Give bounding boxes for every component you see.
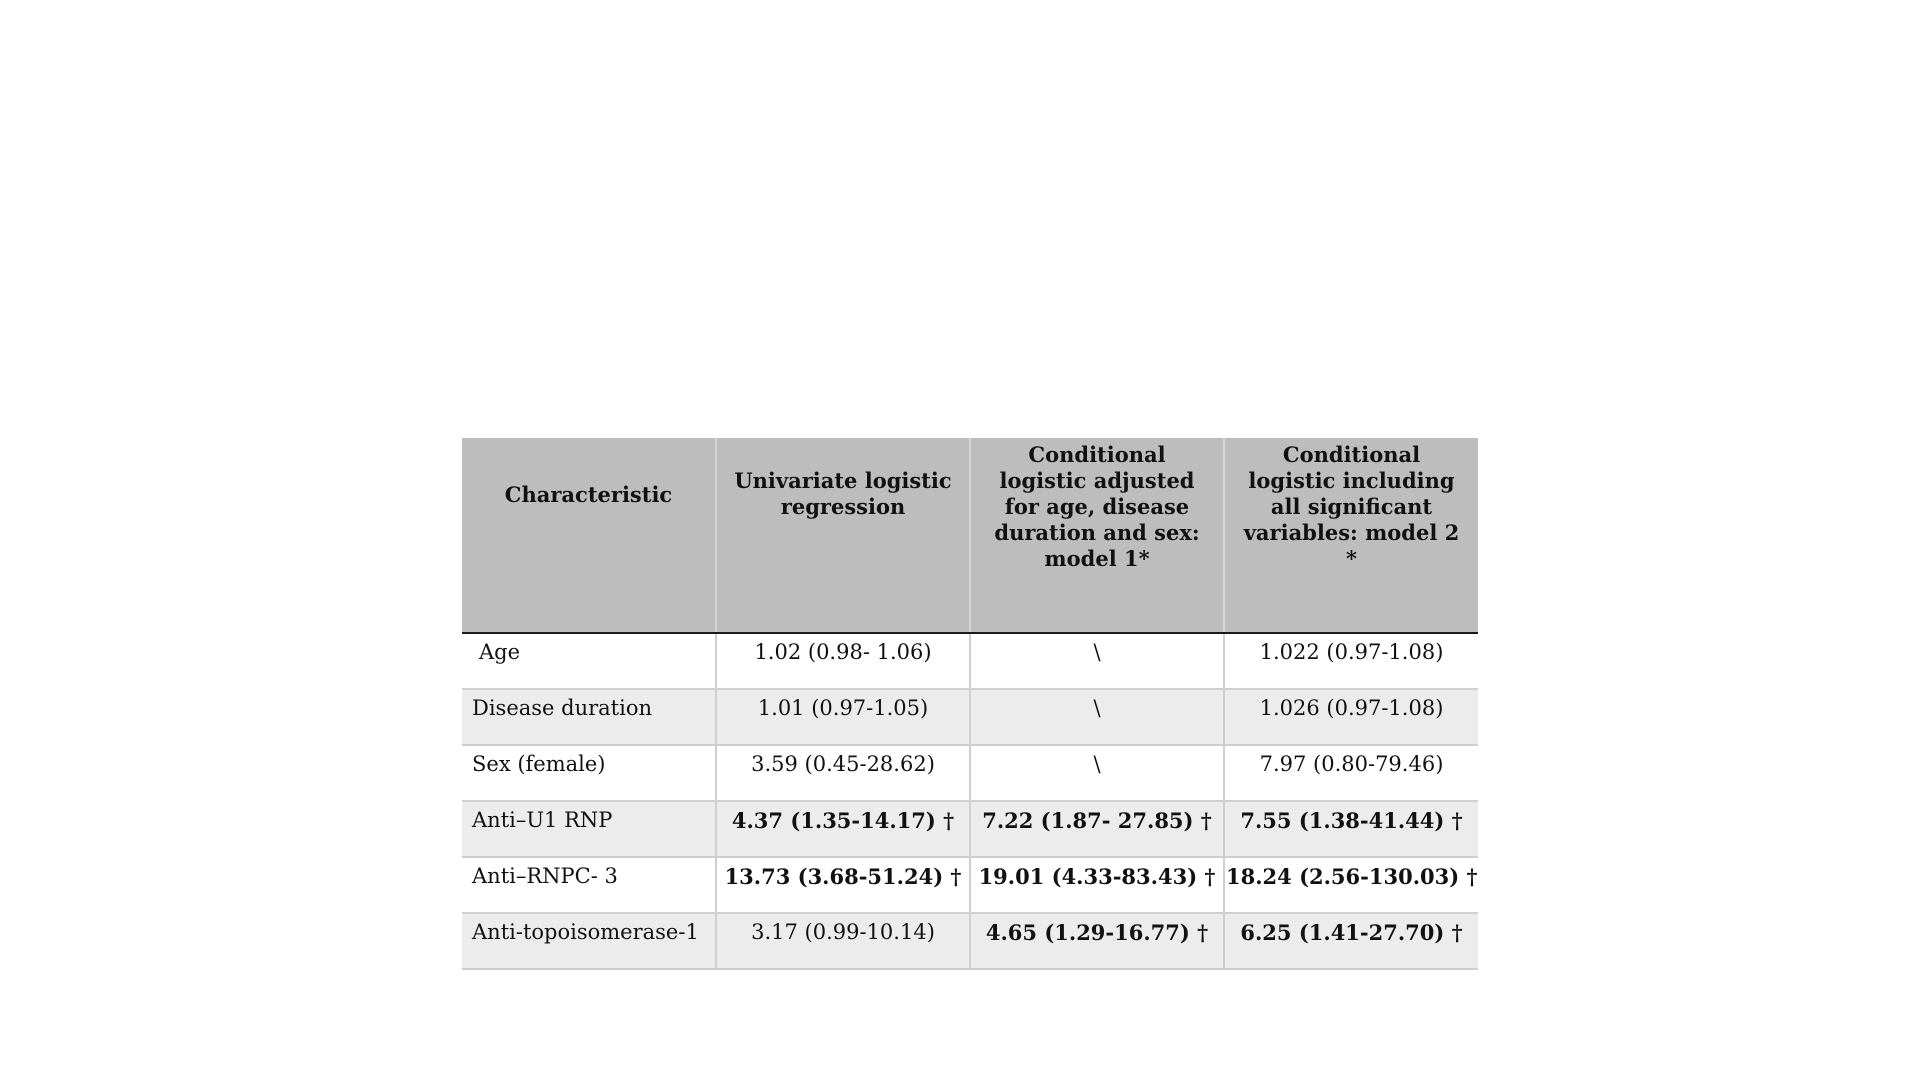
cell-model-2: 6.25 (1.41-27.70) †	[1224, 913, 1478, 969]
header-univariate: Univariate logistic regression	[716, 438, 970, 633]
table-header-row	[462, 438, 1478, 633]
cell-univariate: 3.17 (0.99-10.14)	[716, 913, 970, 969]
cell-characteristic: Disease duration	[462, 689, 716, 745]
table-row	[462, 633, 1478, 689]
cell-model-1: 4.65 (1.29-16.77) †	[970, 913, 1224, 969]
cell-characteristic: Anti-topoisomerase-1	[462, 913, 716, 969]
cell-characteristic: Sex (female)	[462, 745, 716, 801]
table-row	[462, 689, 1478, 745]
cell-model-1: \	[970, 633, 1224, 689]
header-model-1: Conditional logistic adjusted for age, disease duration and sex: model 1*	[970, 438, 1224, 633]
header-model-2: Conditional logistic including all significant variables: model 2 *	[1224, 438, 1478, 633]
cell-model-1: 7.22 (1.87- 27.85) †	[970, 801, 1224, 857]
results-table	[462, 438, 1478, 970]
cell-univariate: 1.02 (0.98- 1.06)	[716, 633, 970, 689]
table-row	[462, 913, 1478, 969]
header-characteristic: Characteristic	[462, 438, 716, 633]
table-row	[462, 745, 1478, 801]
cell-characteristic: Anti–U1 RNP	[462, 801, 716, 857]
cell-model-2: 18.24 (2.56-130.03) †	[1224, 857, 1478, 913]
cell-univariate: 4.37 (1.35-14.17) †	[716, 801, 970, 857]
cell-univariate: 3.59 (0.45-28.62)	[716, 745, 970, 801]
cell-characteristic: Anti–RNPC- 3	[462, 857, 716, 913]
cell-model-2: 1.022 (0.97-1.08)	[1224, 633, 1478, 689]
cell-characteristic: Age	[462, 633, 716, 689]
cell-model-2: 1.026 (0.97-1.08)	[1224, 689, 1478, 745]
cell-model-2: 7.55 (1.38-41.44) †	[1224, 801, 1478, 857]
table-row	[462, 857, 1478, 913]
cell-model-1: 19.01 (4.33-83.43) †	[970, 857, 1224, 913]
cell-univariate: 13.73 (3.68-51.24) †	[716, 857, 970, 913]
cell-model-2: 7.97 (0.80-79.46)	[1224, 745, 1478, 801]
cell-model-1: \	[970, 745, 1224, 801]
table-row	[462, 801, 1478, 857]
cell-model-1: \	[970, 689, 1224, 745]
cell-univariate: 1.01 (0.97-1.05)	[716, 689, 970, 745]
